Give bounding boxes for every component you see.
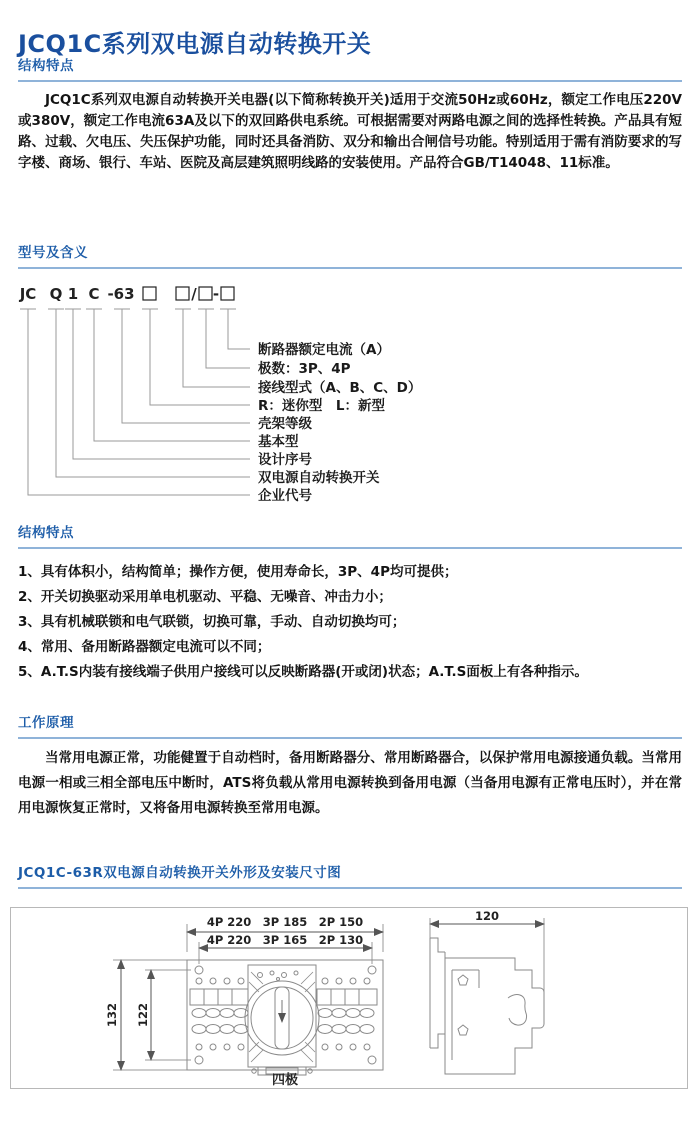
model-code-row xyxy=(19,285,234,303)
feature-list xyxy=(18,560,682,685)
model-label: R：迷你型 L：新型 xyxy=(258,398,385,414)
front-view-caption: 四极 xyxy=(271,1073,299,1088)
front-view xyxy=(105,915,383,1088)
model-label: 接线型式（A、B、C、D） xyxy=(258,380,422,396)
model-label-column xyxy=(257,341,421,504)
model-code-placeholder-boxes xyxy=(143,287,234,300)
section-header-drawing: JCQ1C-63R双电源自动转换开关外形及安装尺寸图 xyxy=(18,861,682,889)
front-height-inner-dim: 122 xyxy=(136,1002,150,1028)
overview-paragraph: JCQ1C系列双电源自动转换开关电器(以下简称转换开关)适用于交流50Hz或60Hz，额定工作电压220V或380V，额定工作电流63A及以下的双回路供电系统。可根据需要对两路电源之间的选择性转换。产品具有短路、过载、欠电压、失压保护功能，同时还具备消防、双分和输出合闸信号功能。特别适用于需有消防要求的写字楼、商场、银行、车站、医院及高层建筑照明线路的安装使用。产品符合GB/T14048、11标准。 xyxy=(18,92,682,171)
model-label: 极数：3P、4P xyxy=(258,361,351,377)
model-label: 企业代号 xyxy=(258,488,312,504)
side-extension-lines xyxy=(430,918,544,1004)
model-label: 壳架等级 xyxy=(258,416,312,432)
section-header-model: 型号及含义 xyxy=(18,241,682,269)
model-code-part: 1 xyxy=(67,285,79,303)
model-label: 双电源自动转换开关 xyxy=(258,470,380,486)
section-header-principle: 工作原理 xyxy=(18,711,682,739)
model-connector-lines xyxy=(20,309,250,495)
model-code-separator: - xyxy=(212,285,220,303)
principle-paragraph: 当常用电源正常，功能健置于自动档时，备用断路器分、常用断路器合，以保护常用电源接通负载。当常用电源一相或三相全部电压中断时，ATS将负载从常用电源转换到备用电源（当备用电源有正常电压时），并在常用电源恢复正常时，又将备用电源转换至常用电源。 xyxy=(18,750,682,816)
feature-item: 3、具有机械联锁和电气联锁，切换可靠，手动、自动切换均可； xyxy=(18,614,406,630)
dimension-drawing-box xyxy=(10,907,688,1089)
feature-item: 5、A.T.S内装有接线端子供用户接线可以反映断路器(开或闭)状态；A.T.S面板上有各种指示。 xyxy=(18,664,588,680)
dimension-drawing xyxy=(11,908,687,1088)
model-label: 设计序号 xyxy=(258,452,312,468)
model-label: 基本型 xyxy=(258,434,299,450)
section-header-features: 结构特点 xyxy=(18,521,682,549)
section-header-overview: 结构特点 xyxy=(18,54,682,82)
model-label: 断路器额定电流（A） xyxy=(258,342,390,358)
page-title: JCQ1C系列双电源自动转换开关 xyxy=(18,30,372,59)
model-code-part: JC xyxy=(19,285,37,303)
feature-item: 4、常用、备用断路器额定电流可以不同； xyxy=(18,639,271,655)
front-width-outer-dim: 4P 220 3P 185 2P 150 xyxy=(206,915,364,929)
side-view xyxy=(430,909,544,1074)
front-width-inner-dim: 4P 220 3P 165 2P 130 xyxy=(206,933,364,947)
feature-item: 1、具有体积小，结构简单；操作方便，使用寿命长，3P、4P均可提供； xyxy=(18,564,458,580)
rotary-operator-panel xyxy=(245,965,319,1075)
feature-item: 2、开关切换驱动采用单电机驱动、平稳、无噪音、冲击力小； xyxy=(18,589,392,605)
side-depth-dim: 120 xyxy=(474,909,500,923)
model-code-diagram xyxy=(18,282,682,512)
model-code-part: C xyxy=(88,285,100,303)
model-code-part: Q xyxy=(49,285,63,303)
model-code-part: -63 xyxy=(107,285,135,303)
switch-side-outline xyxy=(430,938,544,1074)
front-height-outer-dim: 132 xyxy=(105,1002,119,1028)
model-code-separator: / xyxy=(191,285,197,303)
